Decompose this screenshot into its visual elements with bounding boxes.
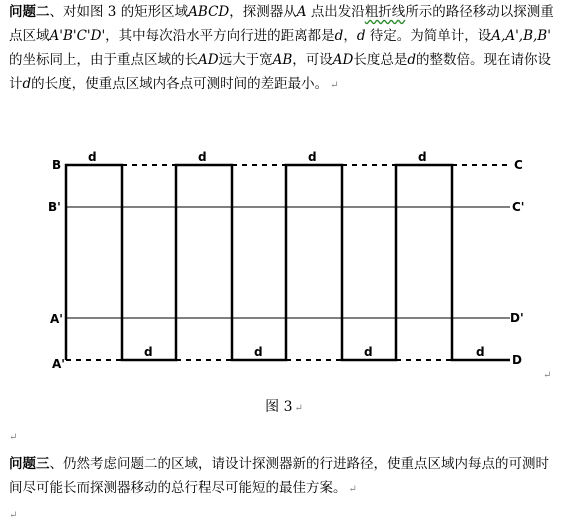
label-a-prime: A'	[52, 357, 65, 371]
label-d: D	[512, 353, 522, 367]
grammar-underline: 粗折线	[364, 4, 406, 20]
label-b-prime: B'	[48, 200, 61, 214]
bottom-d-label: d	[476, 345, 485, 359]
paragraph-mark: ↵	[330, 80, 339, 91]
paragraph-mark: ↵	[543, 370, 552, 381]
figure-3-diagram	[40, 148, 560, 388]
top-d-label: d	[198, 150, 207, 164]
paragraph-mark: ↵	[9, 510, 18, 521]
label-b: B	[52, 158, 62, 172]
detector-path	[66, 165, 510, 360]
paragraph-mark: ↵	[348, 484, 357, 495]
bottom-d-label: d	[254, 345, 263, 359]
problem-3-title: 问题三	[9, 456, 50, 472]
label-d-prime: D'	[510, 311, 524, 325]
problem-3-paragraph: 问题三、仍然考虑问题二的区域，请设计探测器新的行进路径，使重点区域内每点的可测时间尽可能长而探测器移动的总行程尽可能短的最佳方案。 ↵	[9, 456, 549, 496]
bottom-d-label: d	[364, 345, 373, 359]
label-c: C	[514, 158, 523, 172]
paragraph-mark: ↵	[9, 432, 18, 443]
figure-caption: 图 3 ↵	[265, 399, 303, 415]
problem-2-title: 问题二	[9, 4, 50, 20]
problem-2-paragraph: 问题二、对如图 3 的矩形区域ABCD，探测器从A 点出发沿粗折线所示的路径移动以探测重点区域A'B'C'D'，其中每次沿水平方向行进的距离都是d，d 待定。为简单计，设A,A',B,B' 的坐标同上，由于重点区域的长AD远大于宽AB，可设AD长度总是d的整数倍。现在请你设计d的长度，使重点区域内各点可测时间的差距最小。 ↵	[9, 4, 554, 92]
bottom-d-label: d	[144, 345, 153, 359]
top-d-label: d	[308, 150, 317, 164]
label-a-prime-upper: A'	[50, 312, 63, 326]
label-c-prime: C'	[512, 200, 525, 214]
top-d-label: d	[88, 150, 97, 164]
top-d-label: d	[418, 150, 427, 164]
